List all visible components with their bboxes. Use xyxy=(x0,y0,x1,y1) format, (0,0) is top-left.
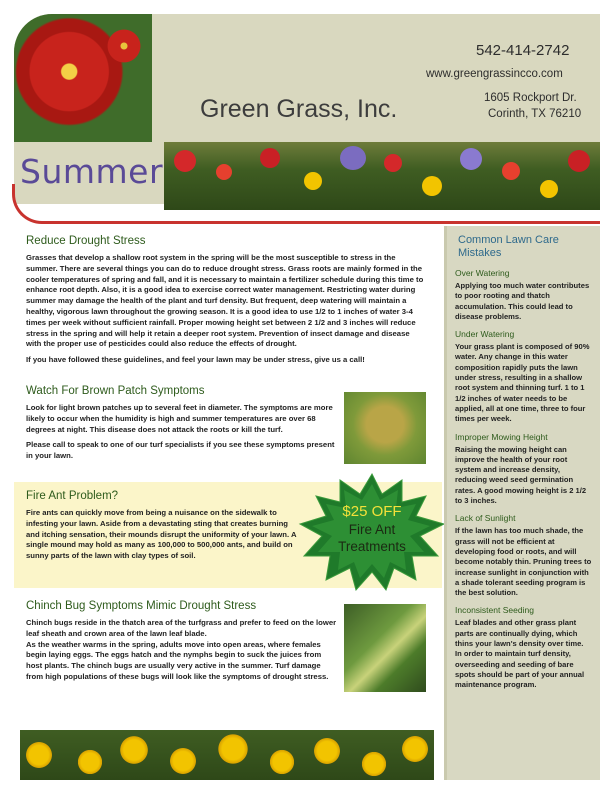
section-paragraph: If you have followed these guidelines, and feel your lawn may be under stress, give us a call! xyxy=(26,355,365,365)
sidebar-title: Common Lawn Care Mistakes xyxy=(458,234,559,259)
sidebar-item-text: Applying too much water contributes to poor rooting and thatch accumulation. This could lead to disease problems. xyxy=(455,281,590,321)
sidebar-item-heading: Over Watering xyxy=(455,268,510,278)
address-line-1: 1605 Rockport Dr. xyxy=(484,92,577,104)
section-chinch-bug xyxy=(26,600,338,688)
section-paragraph: Chinch bugs reside in the thatch area of the turfgrass and prefer to feed on the lower leaf sheath and crown area of the lawn leaf blade. xyxy=(26,618,337,638)
section-paragraph: Grasses that develop a shallow root system in the spring will be the most susceptible to stress in the summer. There are several things you can do to reduce drought stress. Grass roots are mainly formed in the cooler temperatures of spring and fall, and it is necessary to maintain a fertilizer schedule during this time to enhance root depth. Also, it is a good idea to exercise correct water management. Restricting water during summer may damage the health of the plant and turf density. But frequent, deep watering will maintain a healthy, vigorous lawn throughout the growing season. It is a good idea to use 1/2 to 1 inches of water 3-4 times per week without sufficient rainfall. Proper mowing height set between 2 1/2 and 3 inches will reduce stress in the spring and will help it retain a deeper root system. Prevention of insect damage and disease with the proper use of pesticides could also reduce the effects of drought. xyxy=(26,253,424,349)
sidebar-lawn-mistakes xyxy=(444,226,600,780)
sidebar-item-text: Raising the mowing height can improve the health of your root system and increase density, reducing weed seed germination rates. A good mowing height is 2 1/2 to 3 inches. xyxy=(455,444,587,506)
sidebar-item-text: Leaf blades and other grass plant parts are continually dying, which thins your lawn's density over time. In order to maintain turf density, overseeding and seeding of bare spots should be part of your annual maintenance program. xyxy=(455,618,585,690)
sidebar-item-text: Your grass plant is composed of 90% water. Any change in this water composition rapidly puts the lawn under stress, resulting in a shallow root system and thinning turf. 1 to 1 1/2 inches of water needs to be applied, all at one time, three to four times per week. xyxy=(455,342,590,424)
section-drought-stress xyxy=(26,235,426,371)
promo-offer: $25 OFF xyxy=(342,503,402,520)
red-flower-photo xyxy=(14,14,152,142)
sidebar-item xyxy=(455,329,592,424)
brown-patch-photo xyxy=(344,392,426,464)
sidebar-item-heading: Improper Mowing Height xyxy=(455,431,548,442)
section-paragraph: Please call to speak to one of our turf specialists if you see these symptoms present in your lawn. xyxy=(26,440,335,461)
sidebar-item xyxy=(455,268,592,322)
section-title: Watch For Brown Patch Symptoms xyxy=(26,385,205,397)
sidebar-item-text: If the lawn has too much shade, the grass will not be efficient at developing food or roots, and will become notably thin. Pruning trees to increase sunlight in conjunction with a shade tolerant seeding program is the best solution. xyxy=(455,526,592,598)
address-line-2: Corinth, TX 76210 xyxy=(488,108,582,120)
website-url: www.greengrassincco.com xyxy=(426,68,563,80)
promo-line-2: Treatments xyxy=(338,539,406,554)
yellow-flowers-photo xyxy=(20,730,434,780)
sidebar-item xyxy=(455,605,592,690)
sidebar-item-heading: Inconsistent Seeding xyxy=(455,605,534,616)
sidebar-item-heading: Under Watering xyxy=(455,329,515,340)
chinch-bug-photo xyxy=(344,604,426,692)
section-fire-ant xyxy=(26,490,298,567)
section-title: Fire Ant Problem? xyxy=(26,490,119,502)
section-brown-patch xyxy=(26,385,338,467)
sidebar-item xyxy=(455,432,592,507)
section-paragraph: As the weather warms in the spring, adults move into open areas, where females begin laying eggs. The eggs hatch and the nymphs begin to suck the juices from host plants. The chinch bugs are usually very active in the summer. Turf damage from high populations of these bugs will look like the symptoms of drought stress. xyxy=(26,639,329,681)
phone-number: 542-414-2742 xyxy=(476,42,570,59)
season-title: Summer xyxy=(20,152,164,191)
section-paragraph: Look for light brown patches up to several feet in diameter. The symptoms are more likely to occur when the humidity is high and summer temperatures are over 68 degrees at night. This disease does not attack the roots or kill the turf. xyxy=(26,403,333,434)
section-title: Reduce Drought Stress xyxy=(26,235,146,247)
section-paragraph: Fire ants can quickly move from being a nuisance on the sidewalk to infesting your lawn. Aside from a devastating sting that creates burning and itching sensation, their mounds disrupt the uniformity of your lawn. A single mound may hold as many as 100,000 to 500,000 ants, and build on sunny parts of the lawn with clay types of soil. xyxy=(26,508,297,561)
sidebar-item-heading: Lack of Sunlight xyxy=(455,513,516,524)
section-title: Chinch Bug Symptoms Mimic Drought Stress xyxy=(26,600,257,612)
sidebar-item xyxy=(455,513,592,598)
promo-line-1: Fire Ant xyxy=(348,522,396,537)
company-name: Green Grass, Inc. xyxy=(200,95,398,123)
